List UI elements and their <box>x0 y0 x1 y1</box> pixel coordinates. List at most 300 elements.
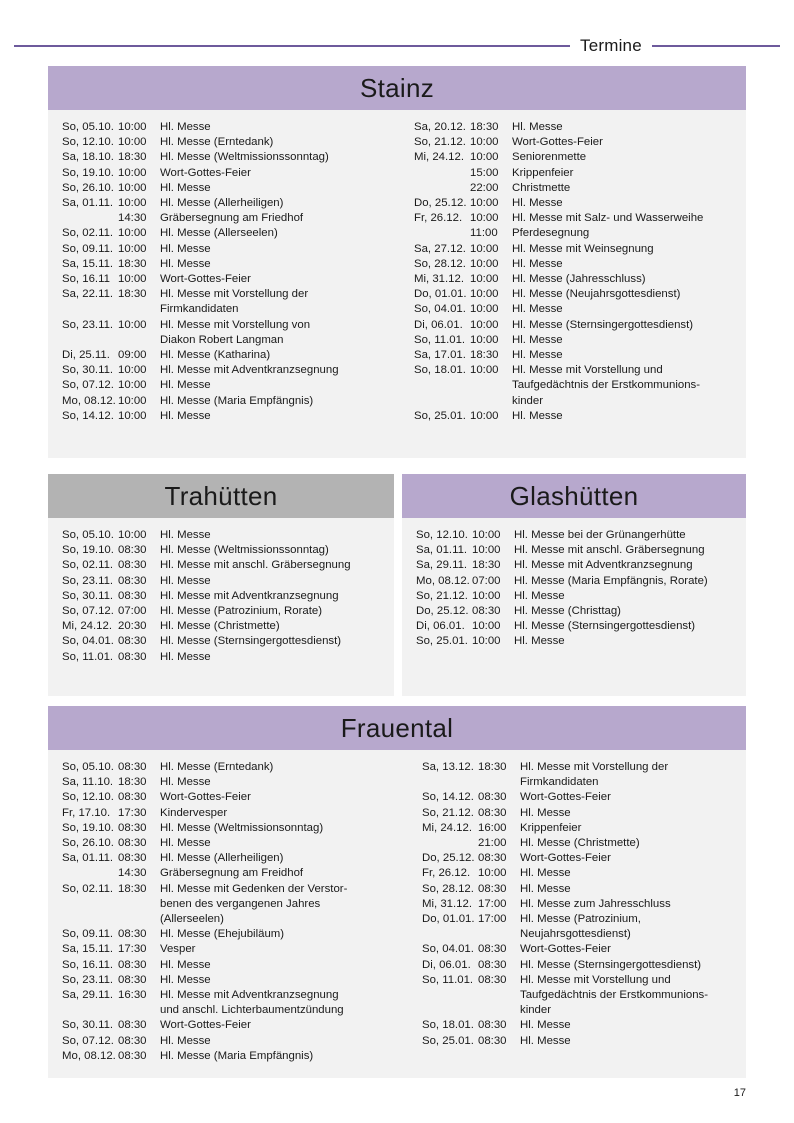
schedule-entry <box>62 543 384 558</box>
schedule-entry <box>422 897 736 912</box>
entry-text: kinder <box>520 1004 552 1017</box>
entry-date: Fr, 17.10. <box>62 806 111 819</box>
entry-time: 17:30 <box>118 806 147 819</box>
entry-date: So, 23.11. <box>62 574 114 587</box>
entry-time: 10:00 <box>118 529 147 541</box>
section-frauental <box>48 706 746 1078</box>
entry-time: 07:00 <box>472 574 501 587</box>
schedule-entry <box>422 790 736 805</box>
entry-time: 16:00 <box>478 821 507 834</box>
schedule-entry <box>62 333 390 348</box>
entry-date: So, 07.12. <box>62 379 114 392</box>
schedule-entry <box>62 348 390 363</box>
entry-time: 14:30 <box>118 212 147 225</box>
schedule-entry <box>62 851 398 866</box>
column-right <box>400 120 746 424</box>
entry-time: 08:30 <box>118 837 147 850</box>
header-rule-left <box>14 45 570 47</box>
column-left <box>48 120 400 424</box>
entry-date: So, 05.10. <box>62 121 114 133</box>
column-left <box>402 528 746 650</box>
entry-time: 09:00 <box>118 349 147 362</box>
entry-text: Pferdesegnung <box>512 227 590 240</box>
section-title-frauental: Frauental <box>48 706 746 750</box>
schedule-entry <box>422 775 736 790</box>
entry-text: Hl. Messe <box>160 181 211 194</box>
entry-time: 10:00 <box>470 212 499 225</box>
entry-time: 08:30 <box>118 589 147 602</box>
entry-text: Hl. Messe zum Jahresschluss <box>520 897 671 910</box>
schedule-entry <box>62 882 398 897</box>
entry-date: Sa, 27.12. <box>414 242 466 255</box>
entry-time: 18:30 <box>470 121 499 133</box>
entry-time: 22:00 <box>470 181 499 194</box>
entry-text: benen des vergangenen Jahres <box>160 897 321 910</box>
schedule-entry <box>414 363 736 378</box>
entry-time: 08:30 <box>118 958 147 971</box>
schedule-entry <box>414 394 736 409</box>
entry-date: Di, 25.11. <box>62 349 110 362</box>
entry-time: 17:00 <box>478 897 507 910</box>
entry-time: 10:00 <box>470 151 499 164</box>
entry-text: Hl. Messe bei der Grünangerhütte <box>514 529 686 541</box>
entry-time: 10:00 <box>470 318 499 331</box>
entry-text: Hl. Messe <box>512 121 563 133</box>
entry-text: und anschl. Lichterbaumentzündung <box>160 1004 344 1017</box>
entry-time: 18:30 <box>118 776 147 789</box>
schedule-entry <box>62 1018 398 1033</box>
section-glashuetten <box>402 474 746 696</box>
schedule-entry <box>62 528 384 543</box>
column-left <box>48 528 394 665</box>
schedule-entry <box>62 650 384 665</box>
entry-text: Wort-Gottes-Feier <box>160 166 251 179</box>
schedule-entry <box>422 851 736 866</box>
entry-text: Hl. Messe <box>512 333 563 346</box>
schedule-entry <box>62 912 398 927</box>
entry-text: Firmkandidaten <box>160 303 239 316</box>
schedule-entry <box>422 912 736 927</box>
entry-date: So, 25.01. <box>414 409 466 422</box>
entry-text: Hl. Messe (Allerseelen) <box>160 227 278 240</box>
entry-time: 10:00 <box>470 197 499 210</box>
entry-text: Wort-Gottes-Feier <box>160 273 251 286</box>
entry-date: Fr, 26.12. <box>414 212 463 225</box>
entry-date: Sa, 17.01. <box>414 349 466 362</box>
schedule-entry <box>62 378 390 393</box>
entry-time: 10:00 <box>470 273 499 286</box>
schedule-entry <box>416 543 736 558</box>
entry-date: Mi, 24.12. <box>62 620 113 633</box>
entry-text: Hl. Messe <box>520 806 571 819</box>
entry-date: Di, 06.01. <box>416 620 465 633</box>
entry-text: Hl. Messe (Weltmissionssonntag) <box>160 151 329 164</box>
entry-time: 10:00 <box>472 529 501 541</box>
entry-time: 10:00 <box>470 136 499 149</box>
entry-time: 18:30 <box>470 349 499 362</box>
schedule-entry <box>62 318 390 333</box>
entry-date: Do, 01.01. <box>414 288 467 301</box>
schedule-entry <box>62 181 390 196</box>
entry-date: Sa, 01.11. <box>62 197 114 210</box>
entry-text: Hl. Messe <box>160 1034 211 1047</box>
entry-date: So, 18.01. <box>422 1019 474 1032</box>
entry-text: kinder <box>512 394 544 407</box>
schedule-entry <box>416 619 736 634</box>
entry-time: 18:30 <box>472 559 501 572</box>
entry-date: Sa, 29.11. <box>416 559 468 572</box>
section-body-frauental <box>48 750 746 1076</box>
schedule-entry <box>422 988 736 1003</box>
schedule-entry <box>414 150 736 165</box>
entry-text: Hl. Messe mit anschl. Gräbersegnung <box>514 544 705 557</box>
entry-date: So, 16.11. <box>62 958 114 971</box>
entry-time: 08:30 <box>478 852 507 865</box>
entry-text: Hl. Messe <box>160 121 211 133</box>
entry-time: 08:30 <box>478 958 507 971</box>
entry-text: Hl. Messe (Patrozinium, Rorate) <box>160 605 323 618</box>
schedule-entry <box>416 589 736 604</box>
entry-time: 18:30 <box>478 761 507 773</box>
entry-date: Do, 25.12. <box>416 605 469 618</box>
schedule-entry <box>62 363 390 378</box>
entry-date: So, 21.12. <box>416 589 468 602</box>
entry-time: 08:30 <box>478 943 507 956</box>
entry-text: Hl. Messe <box>512 197 563 210</box>
schedule-entry <box>414 120 736 135</box>
schedule-entry <box>62 1049 398 1064</box>
entry-text: Hl. Messe (Christmette) <box>160 620 280 633</box>
schedule-entry <box>414 257 736 272</box>
entry-text: Krippenfeier <box>520 821 582 834</box>
schedule-entry <box>62 226 390 241</box>
entry-text: Hl. Messe (Jahresschluss) <box>512 273 646 286</box>
entry-time: 10:00 <box>118 318 147 331</box>
entry-date: So, 26.10. <box>62 181 114 194</box>
entry-date: So, 28.12. <box>414 257 466 270</box>
entry-date: Mi, 31.12. <box>414 273 465 286</box>
entry-text: Hl. Messe <box>512 349 563 362</box>
schedule-entry <box>62 821 398 836</box>
entry-date: So, 09.11. <box>62 928 114 941</box>
schedule-entry <box>62 1034 398 1049</box>
schedule-entry <box>414 348 736 363</box>
schedule-entry <box>422 927 736 942</box>
entry-time: 08:30 <box>118 544 147 557</box>
entry-text: Hl. Messe (Weltmissionssonntag) <box>160 544 329 557</box>
section-body-trahuetten <box>48 518 394 677</box>
entry-text: Hl. Messe <box>520 1034 571 1047</box>
entry-text: Hl. Messe mit Adventkranzsegnung <box>160 989 339 1002</box>
entry-date: So, 02.11. <box>62 559 114 572</box>
entry-text: Hl. Messe mit Adventkranzsegnung <box>160 364 339 377</box>
schedule-entry <box>62 942 398 957</box>
section-body-stainz <box>48 110 746 436</box>
entry-text: Hl. Messe (Sternsingergottesdienst) <box>514 620 696 633</box>
schedule-entry <box>414 181 736 196</box>
entry-text: Hl. Messe (Christmette) <box>520 837 640 850</box>
entry-time: 14:30 <box>118 867 147 880</box>
entry-time: 08:30 <box>118 791 147 804</box>
entry-time: 07:00 <box>118 605 147 618</box>
schedule-entry <box>62 287 390 302</box>
entry-time: 08:30 <box>118 650 147 663</box>
entry-text: Wort-Gottes-Feier <box>520 791 611 804</box>
entry-text: Hl. Messe (Erntedank) <box>160 136 274 149</box>
entry-time: 08:30 <box>118 1019 147 1032</box>
entry-text: Hl. Messe (Sternsingergottesdienst) <box>512 318 694 331</box>
schedule-entry <box>62 211 390 226</box>
header-rule-right <box>652 45 780 47</box>
entry-text: Hl. Messe <box>160 837 211 850</box>
entry-date: Do, 25.12. <box>422 852 475 865</box>
entry-time: 10:00 <box>118 197 147 210</box>
schedule-entry <box>416 558 736 573</box>
entry-text: Hl. Messe <box>512 409 563 422</box>
entry-text: Hl. Messe mit Adventkranzsegnung <box>514 559 693 572</box>
entry-date: So, 14.12. <box>422 791 474 804</box>
entry-date: Sa, 29.11. <box>62 989 114 1002</box>
entry-text: Hl. Messe (Sternsingergottesdienst) <box>520 958 702 971</box>
schedule-entry <box>414 378 736 393</box>
entry-text: Hl. Messe <box>512 303 563 316</box>
schedule-entry <box>62 574 384 589</box>
page-header <box>0 28 794 64</box>
schedule-entry <box>416 634 736 649</box>
entry-date: Fr, 26.12. <box>422 867 471 880</box>
entry-date: So, 23.11. <box>62 973 114 986</box>
schedule-entry <box>62 866 398 881</box>
entry-date: Mi, 24.12. <box>414 151 465 164</box>
entry-time: 10:00 <box>118 181 147 194</box>
entry-time: 08:30 <box>118 574 147 587</box>
entry-date: Sa, 20.12. <box>414 121 466 133</box>
entry-time: 08:30 <box>118 761 147 773</box>
entry-time: 20:30 <box>118 620 147 633</box>
schedule-entry <box>422 866 736 881</box>
page-title: Termine <box>580 36 642 55</box>
schedule-entry <box>62 120 390 135</box>
schedule-entry <box>62 927 398 942</box>
entry-date: So, 12.10. <box>62 791 114 804</box>
entry-time: 18:30 <box>118 288 147 301</box>
entry-text: Hl. Messe mit anschl. Gräbersegnung <box>160 559 351 572</box>
entry-text: Hl. Messe <box>514 589 565 602</box>
entry-text: Hl. Messe (Maria Empfängnis, Rorate) <box>514 574 708 587</box>
schedule-entry <box>416 604 736 619</box>
schedule-entry <box>414 287 736 302</box>
entry-text: Hl. Messe <box>160 409 211 422</box>
entry-time: 08:30 <box>478 1034 507 1047</box>
entry-text: Hl. Messe <box>514 635 565 648</box>
entry-text: Hl. Messe mit Vorstellung und <box>512 364 663 377</box>
schedule-entry <box>62 589 384 604</box>
entry-time: 17:00 <box>478 913 507 926</box>
entry-text: Gräbersegnung am Freidhof <box>160 867 304 880</box>
entry-date: So, 04.01. <box>414 303 466 316</box>
schedule-entry <box>62 302 390 317</box>
entry-text: Hl. Messe <box>160 529 211 541</box>
entry-time: 08:30 <box>118 1049 147 1062</box>
schedule-entry <box>62 760 398 775</box>
entry-time: 10:00 <box>118 136 147 149</box>
entry-date: Sa, 15.11. <box>62 943 114 956</box>
schedule-entry <box>414 318 736 333</box>
section-title-glashuetten: Glashütten <box>402 474 746 518</box>
entry-text: Hl. Messe <box>160 973 211 986</box>
schedule-entry <box>414 135 736 150</box>
schedule-entry <box>62 790 398 805</box>
entry-time: 18:30 <box>118 257 147 270</box>
entry-date: Di, 06.01. <box>414 318 463 331</box>
entry-text: Hl. Messe (Patrozinium, <box>520 913 641 926</box>
entry-date: Mo, 08.12. <box>416 574 470 587</box>
entry-date: So, 07.12. <box>62 1034 114 1047</box>
entry-time: 11:00 <box>470 227 498 240</box>
entry-text: Hl. Messe (Christtag) <box>514 605 621 618</box>
entry-text: Hl. Messe mit Weinsegnung <box>512 242 654 255</box>
entry-time: 10:00 <box>118 394 147 407</box>
entry-time: 08:30 <box>118 973 147 986</box>
schedule-entry <box>62 1003 398 1018</box>
entry-time: 10:00 <box>118 121 147 133</box>
section-title-trahuetten: Trahütten <box>48 474 394 518</box>
schedule-entry <box>422 942 736 957</box>
entry-time: 08:30 <box>118 821 147 834</box>
entry-text: Wort-Gottes-Feier <box>512 136 603 149</box>
entry-text: Wort-Gottes-Feier <box>520 852 611 865</box>
entry-time: 10:00 <box>118 364 147 377</box>
schedule-entry <box>414 242 736 257</box>
schedule-entry <box>414 166 736 181</box>
schedule-entry <box>422 821 736 836</box>
entry-date: So, 21.12. <box>422 806 474 819</box>
entry-text: Hl. Messe <box>520 1019 571 1032</box>
schedule-entry <box>62 973 398 988</box>
schedule-entry <box>62 166 390 181</box>
entry-date: So, 05.10. <box>62 761 114 773</box>
entry-text: Seniorenmette <box>512 151 587 164</box>
schedule-entry <box>416 574 736 589</box>
schedule-entry <box>422 958 736 973</box>
entry-text: Christmette <box>512 181 571 194</box>
schedule-entry <box>62 257 390 272</box>
entry-time: 08:30 <box>478 1019 507 1032</box>
schedule-entry <box>62 775 398 790</box>
entry-text: Hl. Messe (Allerheiligen) <box>160 197 284 210</box>
entry-date: Mo, 08.12. <box>62 1049 116 1062</box>
entry-date: Sa, 01.11. <box>62 852 114 865</box>
entry-text: Kindervesper <box>160 806 228 819</box>
entry-text: Wort-Gottes-Feier <box>520 943 611 956</box>
schedule-entry <box>62 806 398 821</box>
entry-text: Hl. Messe (Ehejubiläum) <box>160 928 285 941</box>
entry-date: Mi, 31.12. <box>422 897 473 910</box>
entry-date: Sa, 13.12. <box>422 761 474 773</box>
entry-text: Hl. Messe (Allerheiligen) <box>160 852 284 865</box>
schedule-entry <box>414 409 736 424</box>
entry-date: So, 30.11. <box>62 589 114 602</box>
entry-time: 10:00 <box>470 288 499 301</box>
entry-text: Hl. Messe <box>520 867 571 880</box>
entry-date: So, 16.11 <box>62 273 110 286</box>
entry-date: So, 18.01. <box>414 364 466 377</box>
entry-text: (Allerseelen) <box>160 913 224 926</box>
entry-text: Hl. Messe <box>160 958 211 971</box>
entry-date: So, 05.10. <box>62 529 114 541</box>
entry-text: Hl. Messe <box>160 379 211 392</box>
schedule-entry <box>62 619 384 634</box>
section-body-glashuetten <box>402 518 746 662</box>
entry-date: So, 11.01. <box>414 333 466 346</box>
entry-text: Wort-Gottes-Feier <box>160 1019 251 1032</box>
entry-time: 08:30 <box>478 806 507 819</box>
entry-date: So, 11.01. <box>422 973 474 986</box>
entry-date: So, 30.11. <box>62 1019 114 1032</box>
schedule-entry <box>414 302 736 317</box>
entry-text: Diakon Robert Langman <box>160 333 284 346</box>
entry-time: 10:00 <box>472 620 501 633</box>
entry-text: Hl. Messe <box>160 574 211 587</box>
entry-time: 17:30 <box>118 943 147 956</box>
entry-date: So, 12.10. <box>416 529 468 541</box>
schedule-entry <box>62 836 398 851</box>
entry-time: 18:30 <box>118 151 147 164</box>
entry-text: Hl. Messe <box>520 882 571 895</box>
entry-time: 10:00 <box>472 589 501 602</box>
entry-date: So, 02.11. <box>62 882 114 895</box>
schedule-entry <box>62 897 398 912</box>
entry-date: So, 07.12. <box>62 605 114 618</box>
entry-date: So, 21.12. <box>414 136 466 149</box>
schedule-entry <box>62 558 384 573</box>
schedule-entry <box>422 973 736 988</box>
entry-text: Firmkandidaten <box>520 776 599 789</box>
entry-text: Gräbersegnung am Friedhof <box>160 212 304 225</box>
entry-text: Hl. Messe (Maria Empfängnis) <box>160 1049 314 1062</box>
entry-date: Sa, 11.10. <box>62 776 114 789</box>
entry-date: So, 30.11. <box>62 364 114 377</box>
entry-text: Hl. Messe (Erntedank) <box>160 761 274 773</box>
entry-text: Wort-Gottes-Feier <box>160 791 251 804</box>
entry-time: 08:30 <box>472 605 501 618</box>
entry-date: Sa, 18.10. <box>62 151 114 164</box>
entry-text: Hl. Messe (Sternsingergottesdienst) <box>160 635 342 648</box>
entry-text: Taufgedächtnis der Erstkommunions- <box>520 989 709 1002</box>
schedule-entry <box>422 836 736 851</box>
section-trahuetten <box>48 474 394 696</box>
schedule-entry <box>414 226 736 241</box>
schedule-entry <box>62 150 390 165</box>
entry-time: 08:30 <box>478 882 507 895</box>
column-left <box>48 760 408 1064</box>
entry-date: Do, 25.12. <box>414 197 467 210</box>
entry-date: Mo, 08.12. <box>62 394 116 407</box>
entry-text: Hl. Messe (Neujahrsgottesdienst) <box>512 288 681 301</box>
entry-date: So, 28.12. <box>422 882 474 895</box>
section-stainz <box>48 66 746 458</box>
entry-date: So, 09.11. <box>62 242 114 255</box>
schedule-entry <box>62 242 390 257</box>
entry-date: So, 26.10. <box>62 837 114 850</box>
entry-time: 10:00 <box>472 544 501 557</box>
schedule-entry <box>414 196 736 211</box>
schedule-entry <box>62 272 390 287</box>
entry-time: 10:00 <box>478 867 507 880</box>
schedule-entry <box>62 604 384 619</box>
entry-time: 10:00 <box>118 227 147 240</box>
page-number: 17 <box>733 1087 746 1099</box>
